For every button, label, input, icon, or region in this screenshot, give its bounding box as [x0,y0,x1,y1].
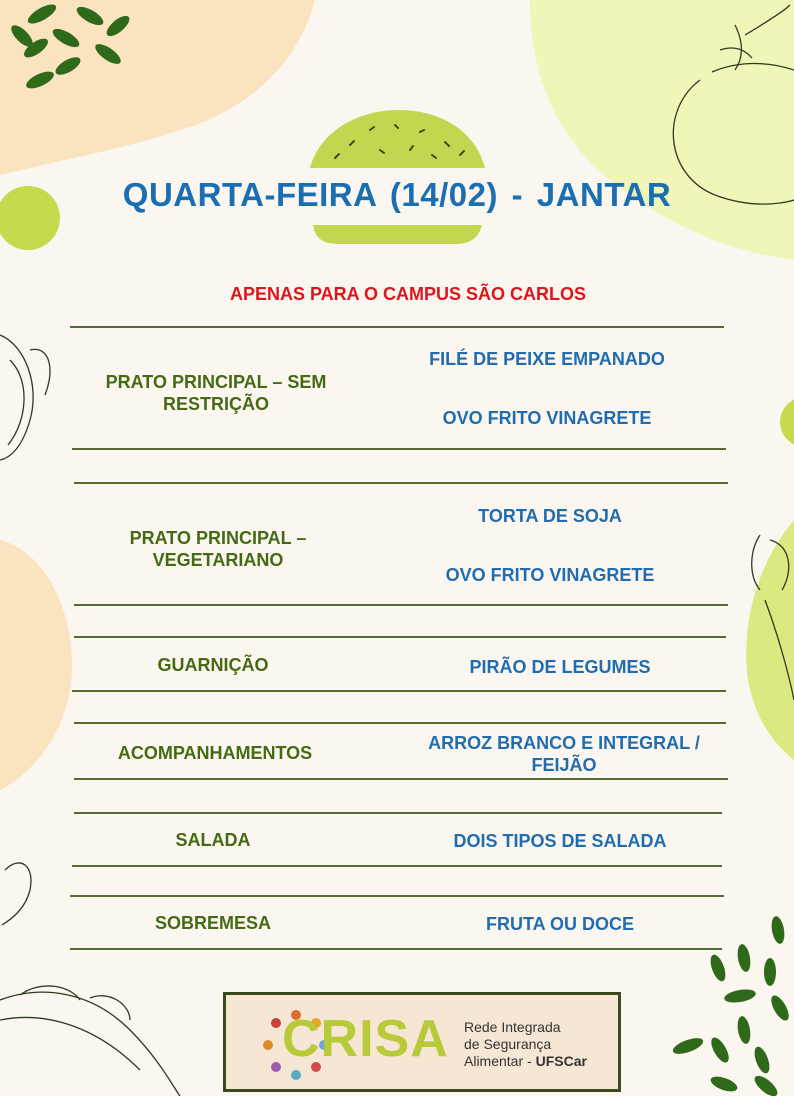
divider [74,636,726,638]
category-main-no-restriction: PRATO PRINCIPAL – SEM RESTRIÇÃO [105,372,327,414]
dish-item: FILÉ DE PEIXE EMPANADO [429,349,665,369]
divider [74,482,728,484]
divider [74,812,722,814]
dish-item: TORTA DE SOJA [478,506,622,526]
category-accompaniments: ACOMPANHAMENTOS [117,743,313,763]
divider [70,326,724,328]
divider [72,690,726,692]
crisa-logo-text: CRISA [282,1010,449,1068]
crisa-tagline [464,1019,587,1070]
campus-note: APENAS PARA O CAMPUS SÃO CARLOS [229,284,587,304]
crisa-logo-banner [223,992,621,1092]
dish-item: DOIS TIPOS DE SALADA [453,831,667,851]
divider [74,778,728,780]
category-side: GUARNIÇÃO [157,655,269,675]
divider [72,865,722,867]
tagline-ufscar: UFSCar [535,1053,587,1069]
tagline-prefix: Alimentar - [464,1053,536,1069]
divider [70,948,722,950]
divider [70,895,724,897]
page-title: QUARTA-FEIRA (14/02) - JANTAR [122,176,672,213]
divider [74,604,728,606]
divider [74,722,726,724]
category-salad: SALADA [175,830,251,850]
divider [72,448,726,450]
dish-item: OVO FRITO VINAGRETE [442,408,652,428]
category-dessert: SOBREMESA [154,913,271,933]
tagline-line: de Segurança [464,1036,552,1052]
dish-item: ARROZ BRANCO E INTEGRAL / FEIJÃO [428,733,700,775]
dish-item: OVO FRITO VINAGRETE [445,565,655,585]
dish-item: PIRÃO DE LEGUMES [469,657,651,677]
dish-item: FRUTA OU DOCE [486,914,634,934]
category-main-vegetarian: PRATO PRINCIPAL – VEGETARIANO [129,528,307,570]
tagline-line [464,1053,587,1070]
tagline-line: Rede Integrada [464,1019,561,1035]
